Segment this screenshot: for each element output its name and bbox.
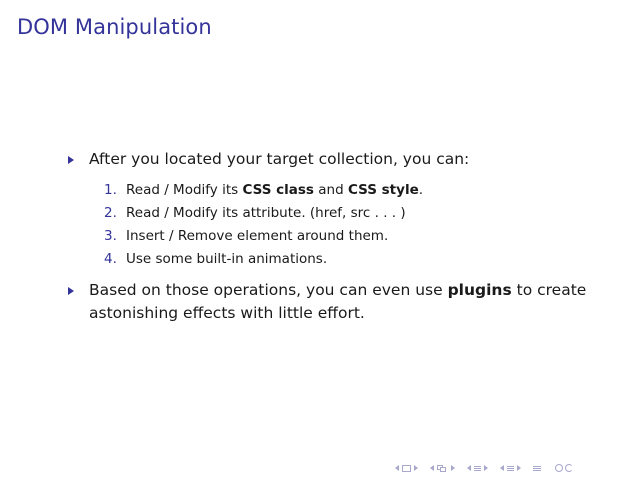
bullet-text: to create astonishing effects with little effort.: [89, 281, 587, 322]
section-nav-2: [500, 465, 521, 471]
bullet-text: Based on those operations, you can even use: [89, 281, 448, 299]
next-section-icon[interactable]: [484, 465, 488, 471]
next-frame-icon[interactable]: [414, 465, 418, 471]
frame-icon[interactable]: [402, 465, 411, 472]
bullet-marker: [68, 156, 74, 164]
enum-number: 3.: [104, 228, 117, 244]
frame-title: DOM Manipulation: [17, 15, 212, 39]
enum-item-3: [104, 227, 388, 245]
next-section-icon[interactable]: [517, 465, 521, 471]
bullet-text-2: [89, 279, 619, 325]
enum-number: 4.: [104, 251, 117, 267]
subsection-icon[interactable]: [437, 465, 448, 472]
back-icon[interactable]: [555, 464, 563, 472]
align-icon[interactable]: [533, 466, 541, 471]
prev-subsection-icon[interactable]: [430, 465, 434, 471]
frame-nav: [395, 465, 418, 472]
section-nav: [467, 465, 488, 471]
enum-number: 1.: [104, 182, 117, 198]
enum-text: Insert / Remove element around them.: [126, 228, 389, 244]
enum-text: Read / Modify its attribute. (href, src . . . ): [126, 205, 406, 221]
next-subsection-icon[interactable]: [451, 465, 455, 471]
bullet-marker: [68, 287, 74, 295]
section-icon[interactable]: [507, 466, 514, 471]
subsection-nav: [430, 465, 455, 472]
enum-text: Use some built-in animations.: [126, 251, 328, 267]
section-icon[interactable]: [474, 466, 481, 471]
bullet-text-1: After you located your target collection, you can:: [89, 150, 470, 168]
enum-bold-text: CSS class: [242, 182, 314, 198]
prev-frame-icon[interactable]: [395, 465, 399, 471]
enum-bold-text: CSS style: [347, 182, 419, 198]
prev-section-icon[interactable]: [500, 465, 504, 471]
enum-text: and: [313, 182, 348, 198]
enum-text: Read / Modify its: [126, 182, 243, 198]
prev-section-icon[interactable]: [467, 465, 471, 471]
bullet-bold-text: plugins: [447, 281, 512, 299]
enum-text: .: [418, 182, 424, 198]
search-icon[interactable]: [565, 464, 573, 472]
enum-item-2: [104, 204, 406, 222]
navigation-bar: [395, 462, 573, 474]
enum-item-1: [104, 181, 423, 199]
enum-item-4: [104, 250, 327, 268]
enum-number: 2.: [104, 205, 117, 221]
